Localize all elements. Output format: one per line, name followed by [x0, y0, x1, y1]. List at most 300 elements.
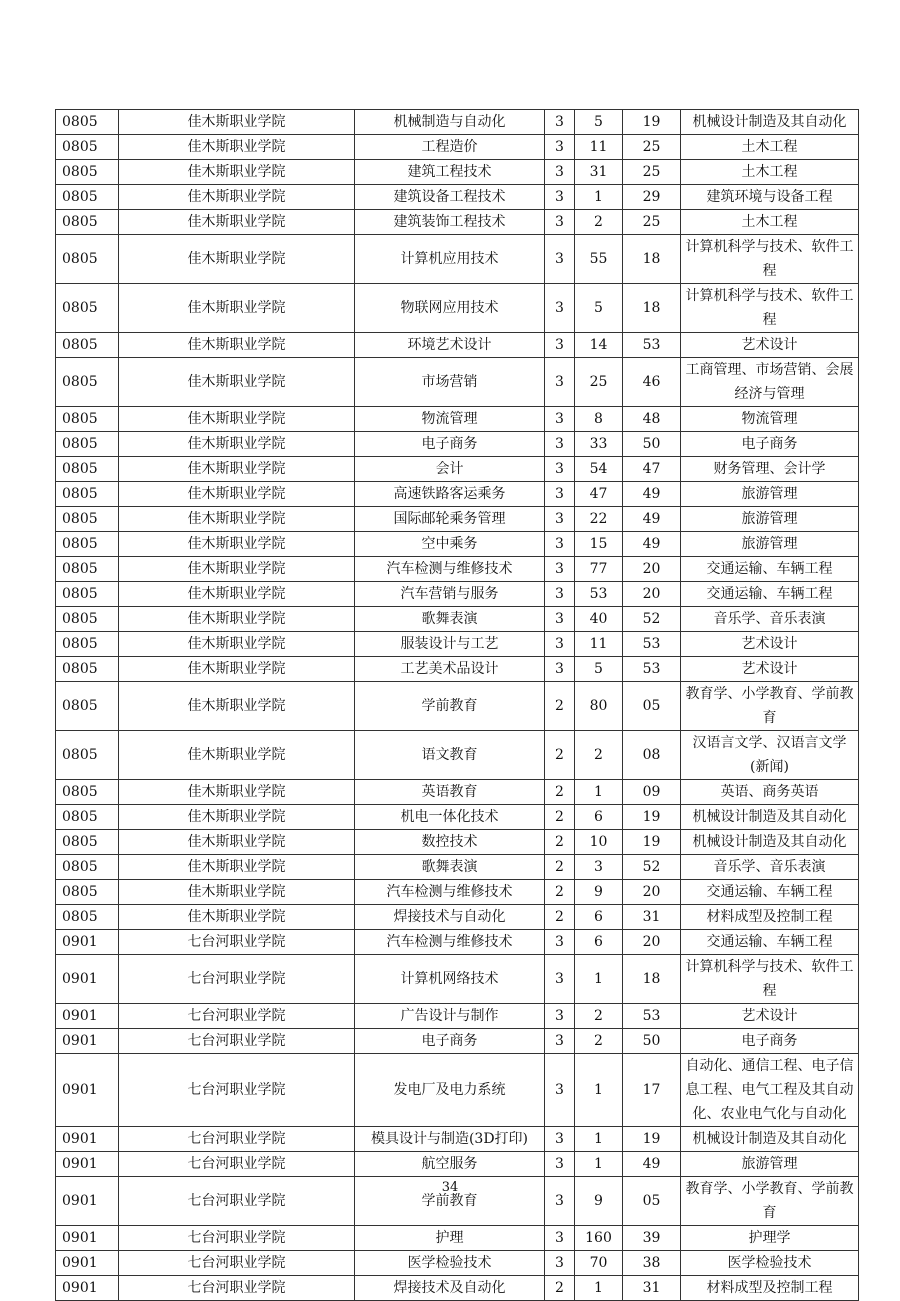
major-name-cell: 广告设计与制作 [355, 1004, 545, 1029]
category-code-cell: 08 [623, 731, 681, 780]
duration-cell: 3 [545, 657, 575, 682]
category-code-cell: 52 [623, 607, 681, 632]
duration-cell: 3 [545, 110, 575, 135]
target-major-cell: 艺术设计 [681, 333, 859, 358]
quota-cell: 5 [575, 284, 623, 333]
duration-cell: 3 [545, 284, 575, 333]
quota-cell: 2 [575, 210, 623, 235]
duration-cell: 3 [545, 135, 575, 160]
school-code-cell: 0805 [56, 805, 119, 830]
quota-cell: 2 [575, 731, 623, 780]
target-major-cell: 旅游管理 [681, 1152, 859, 1177]
table-row [56, 855, 859, 880]
duration-cell: 2 [545, 855, 575, 880]
school-code-cell: 0805 [56, 210, 119, 235]
school-code-cell: 0805 [56, 532, 119, 557]
table-row [56, 1226, 859, 1251]
quota-cell: 70 [575, 1251, 623, 1276]
major-name-cell: 电子商务 [355, 1029, 545, 1054]
quota-cell: 11 [575, 135, 623, 160]
table-row [56, 830, 859, 855]
major-name-cell: 学前教育 [355, 1177, 545, 1226]
target-major-cell: 土木工程 [681, 160, 859, 185]
major-name-cell: 语文教育 [355, 731, 545, 780]
category-code-cell: 53 [623, 333, 681, 358]
quota-cell: 77 [575, 557, 623, 582]
school-code-cell: 0901 [56, 1152, 119, 1177]
quota-cell: 25 [575, 358, 623, 407]
target-major-cell: 物流管理 [681, 407, 859, 432]
duration-cell: 3 [545, 507, 575, 532]
target-major-cell: 交通运输、车辆工程 [681, 880, 859, 905]
major-name-cell: 建筑设备工程技术 [355, 185, 545, 210]
duration-cell: 2 [545, 780, 575, 805]
table-row [56, 235, 859, 284]
school-code-cell: 0805 [56, 657, 119, 682]
quota-cell: 33 [575, 432, 623, 457]
school-name-cell: 佳木斯职业学院 [119, 160, 355, 185]
major-name-cell: 焊接技术与自动化 [355, 905, 545, 930]
duration-cell: 3 [545, 955, 575, 1004]
quota-cell: 2 [575, 1004, 623, 1029]
quota-cell: 3 [575, 855, 623, 880]
school-name-cell: 七台河职业学院 [119, 1054, 355, 1127]
target-major-cell: 材料成型及控制工程 [681, 1276, 859, 1301]
table-row [56, 930, 859, 955]
duration-cell: 3 [545, 160, 575, 185]
major-name-cell: 歌舞表演 [355, 855, 545, 880]
table-row [56, 1054, 859, 1127]
major-name-cell: 建筑工程技术 [355, 160, 545, 185]
school-code-cell: 0805 [56, 780, 119, 805]
table-row [56, 432, 859, 457]
duration-cell: 3 [545, 432, 575, 457]
major-name-cell: 机电一体化技术 [355, 805, 545, 830]
quota-cell: 1 [575, 1276, 623, 1301]
school-name-cell: 佳木斯职业学院 [119, 657, 355, 682]
major-name-cell: 市场营销 [355, 358, 545, 407]
table-row [56, 210, 859, 235]
category-code-cell: 19 [623, 110, 681, 135]
major-name-cell: 会计 [355, 457, 545, 482]
table-row [56, 557, 859, 582]
school-name-cell: 七台河职业学院 [119, 1152, 355, 1177]
duration-cell: 3 [545, 1004, 575, 1029]
school-name-cell: 七台河职业学院 [119, 1276, 355, 1301]
school-code-cell: 0805 [56, 582, 119, 607]
major-name-cell: 护理 [355, 1226, 545, 1251]
quota-cell: 8 [575, 407, 623, 432]
table-row [56, 1004, 859, 1029]
duration-cell: 3 [545, 930, 575, 955]
duration-cell: 3 [545, 1029, 575, 1054]
school-name-cell: 七台河职业学院 [119, 1177, 355, 1226]
school-name-cell: 佳木斯职业学院 [119, 607, 355, 632]
quota-cell: 9 [575, 880, 623, 905]
target-major-cell: 机械设计制造及其自动化 [681, 805, 859, 830]
school-code-cell: 0805 [56, 333, 119, 358]
duration-cell: 3 [545, 1251, 575, 1276]
quota-cell: 40 [575, 607, 623, 632]
quota-cell: 31 [575, 160, 623, 185]
school-code-cell: 0805 [56, 855, 119, 880]
major-name-cell: 学前教育 [355, 682, 545, 731]
major-name-cell: 计算机应用技术 [355, 235, 545, 284]
table-row [56, 657, 859, 682]
school-name-cell: 佳木斯职业学院 [119, 333, 355, 358]
duration-cell: 3 [545, 1054, 575, 1127]
major-name-cell: 工艺美术品设计 [355, 657, 545, 682]
target-major-cell: 机械设计制造及其自动化 [681, 1127, 859, 1152]
quota-cell: 1 [575, 185, 623, 210]
quota-cell: 2 [575, 1029, 623, 1054]
major-name-cell: 航空服务 [355, 1152, 545, 1177]
school-code-cell: 0805 [56, 731, 119, 780]
duration-cell: 2 [545, 830, 575, 855]
school-code-cell: 0805 [56, 482, 119, 507]
major-name-cell: 建筑装饰工程技术 [355, 210, 545, 235]
category-code-cell: 50 [623, 1029, 681, 1054]
school-name-cell: 佳木斯职业学院 [119, 582, 355, 607]
school-code-cell: 0805 [56, 682, 119, 731]
school-name-cell: 佳木斯职业学院 [119, 557, 355, 582]
table-row [56, 284, 859, 333]
target-major-cell: 电子商务 [681, 432, 859, 457]
school-name-cell: 七台河职业学院 [119, 1029, 355, 1054]
school-code-cell: 0805 [56, 632, 119, 657]
school-code-cell: 0901 [56, 1029, 119, 1054]
school-code-cell: 0805 [56, 284, 119, 333]
table-row [56, 805, 859, 830]
major-name-cell: 汽车检测与维修技术 [355, 930, 545, 955]
major-name-cell: 英语教育 [355, 780, 545, 805]
page-number: 34 [441, 1180, 459, 1195]
target-major-cell: 医学检验技术 [681, 1251, 859, 1276]
quota-cell: 47 [575, 482, 623, 507]
quota-cell: 1 [575, 1054, 623, 1127]
quota-cell: 80 [575, 682, 623, 731]
duration-cell: 3 [545, 557, 575, 582]
duration-cell: 3 [545, 210, 575, 235]
target-major-cell: 交通运输、车辆工程 [681, 557, 859, 582]
school-code-cell: 0901 [56, 1177, 119, 1226]
target-major-cell: 工商管理、市场营销、会展经济与管理 [681, 358, 859, 407]
table-row [56, 632, 859, 657]
duration-cell: 3 [545, 482, 575, 507]
table-row [56, 507, 859, 532]
school-name-cell: 佳木斯职业学院 [119, 358, 355, 407]
quota-cell: 1 [575, 1152, 623, 1177]
table-row [56, 880, 859, 905]
school-name-cell: 佳木斯职业学院 [119, 457, 355, 482]
major-name-cell: 汽车营销与服务 [355, 582, 545, 607]
duration-cell: 3 [545, 632, 575, 657]
target-major-cell: 交通运输、车辆工程 [681, 930, 859, 955]
target-major-cell: 艺术设计 [681, 632, 859, 657]
school-code-cell: 0805 [56, 507, 119, 532]
category-code-cell: 25 [623, 160, 681, 185]
table-row [56, 185, 859, 210]
school-name-cell: 七台河职业学院 [119, 1127, 355, 1152]
quota-cell: 9 [575, 1177, 623, 1226]
duration-cell: 2 [545, 682, 575, 731]
major-name-cell: 服装设计与工艺 [355, 632, 545, 657]
school-name-cell: 佳木斯职业学院 [119, 284, 355, 333]
target-major-cell: 材料成型及控制工程 [681, 905, 859, 930]
duration-cell: 2 [545, 805, 575, 830]
target-major-cell: 艺术设计 [681, 1004, 859, 1029]
school-name-cell: 佳木斯职业学院 [119, 432, 355, 457]
school-name-cell: 佳木斯职业学院 [119, 532, 355, 557]
category-code-cell: 49 [623, 507, 681, 532]
target-major-cell: 英语、商务英语 [681, 780, 859, 805]
quota-cell: 1 [575, 780, 623, 805]
school-code-cell: 0901 [56, 1127, 119, 1152]
quota-cell: 1 [575, 1127, 623, 1152]
quota-cell: 22 [575, 507, 623, 532]
school-code-cell: 0901 [56, 1276, 119, 1301]
category-code-cell: 50 [623, 432, 681, 457]
category-code-cell: 05 [623, 682, 681, 731]
major-name-cell: 汽车检测与维修技术 [355, 557, 545, 582]
school-name-cell: 七台河职业学院 [119, 1226, 355, 1251]
table-row [56, 457, 859, 482]
category-code-cell: 31 [623, 905, 681, 930]
school-code-cell: 0901 [56, 1226, 119, 1251]
quota-cell: 5 [575, 110, 623, 135]
school-name-cell: 佳木斯职业学院 [119, 682, 355, 731]
school-code-cell: 0805 [56, 358, 119, 407]
school-code-cell: 0805 [56, 557, 119, 582]
major-name-cell: 模具设计与制造(3D打印) [355, 1127, 545, 1152]
category-code-cell: 25 [623, 210, 681, 235]
duration-cell: 3 [545, 407, 575, 432]
target-major-cell: 计算机科学与技术、软件工程 [681, 235, 859, 284]
target-major-cell: 音乐学、音乐表演 [681, 607, 859, 632]
table-row [56, 582, 859, 607]
quota-cell: 5 [575, 657, 623, 682]
table-row [56, 407, 859, 432]
major-name-cell: 工程造价 [355, 135, 545, 160]
target-major-cell: 旅游管理 [681, 532, 859, 557]
school-code-cell: 0901 [56, 930, 119, 955]
duration-cell: 3 [545, 532, 575, 557]
target-major-cell: 护理学 [681, 1226, 859, 1251]
category-code-cell: 39 [623, 1226, 681, 1251]
category-code-cell: 19 [623, 1127, 681, 1152]
school-code-cell: 0901 [56, 1251, 119, 1276]
quota-cell: 14 [575, 333, 623, 358]
school-name-cell: 七台河职业学院 [119, 1004, 355, 1029]
quota-cell: 160 [575, 1226, 623, 1251]
category-code-cell: 18 [623, 955, 681, 1004]
duration-cell: 2 [545, 905, 575, 930]
quota-cell: 54 [575, 457, 623, 482]
major-name-cell: 环境艺术设计 [355, 333, 545, 358]
category-code-cell: 53 [623, 1004, 681, 1029]
table-row [56, 1029, 859, 1054]
quota-cell: 53 [575, 582, 623, 607]
school-name-cell: 佳木斯职业学院 [119, 855, 355, 880]
category-code-cell: 20 [623, 880, 681, 905]
duration-cell: 3 [545, 607, 575, 632]
target-major-cell: 土木工程 [681, 210, 859, 235]
duration-cell: 3 [545, 1127, 575, 1152]
school-code-cell: 0805 [56, 135, 119, 160]
school-code-cell: 0805 [56, 880, 119, 905]
major-name-cell: 发电厂及电力系统 [355, 1054, 545, 1127]
target-major-cell: 汉语言文学、汉语言文学(新闻) [681, 731, 859, 780]
table-row [56, 607, 859, 632]
target-major-cell: 计算机科学与技术、软件工程 [681, 284, 859, 333]
quota-cell: 1 [575, 955, 623, 1004]
school-name-cell: 佳木斯职业学院 [119, 210, 355, 235]
major-name-cell: 计算机网络技术 [355, 955, 545, 1004]
school-code-cell: 0805 [56, 160, 119, 185]
duration-cell: 3 [545, 1177, 575, 1226]
major-name-cell: 国际邮轮乘务管理 [355, 507, 545, 532]
target-major-cell: 机械设计制造及其自动化 [681, 110, 859, 135]
quota-cell: 6 [575, 905, 623, 930]
target-major-cell: 建筑环境与设备工程 [681, 185, 859, 210]
school-name-cell: 佳木斯职业学院 [119, 880, 355, 905]
quota-cell: 6 [575, 805, 623, 830]
category-code-cell: 49 [623, 532, 681, 557]
major-name-cell: 物流管理 [355, 407, 545, 432]
category-code-cell: 19 [623, 830, 681, 855]
duration-cell: 2 [545, 880, 575, 905]
school-code-cell: 0805 [56, 110, 119, 135]
school-name-cell: 佳木斯职业学院 [119, 407, 355, 432]
major-name-cell: 歌舞表演 [355, 607, 545, 632]
duration-cell: 3 [545, 1152, 575, 1177]
target-major-cell: 旅游管理 [681, 507, 859, 532]
major-name-cell: 数控技术 [355, 830, 545, 855]
admissions-table [55, 109, 859, 1301]
school-name-cell: 佳木斯职业学院 [119, 805, 355, 830]
target-major-cell: 教育学、小学教育、学前教育 [681, 682, 859, 731]
target-major-cell: 艺术设计 [681, 657, 859, 682]
school-name-cell: 七台河职业学院 [119, 955, 355, 1004]
major-name-cell: 电子商务 [355, 432, 545, 457]
category-code-cell: 25 [623, 135, 681, 160]
quota-cell: 15 [575, 532, 623, 557]
table-row [56, 1251, 859, 1276]
category-code-cell: 53 [623, 632, 681, 657]
target-major-cell: 音乐学、音乐表演 [681, 855, 859, 880]
target-major-cell: 机械设计制造及其自动化 [681, 830, 859, 855]
table-row [56, 955, 859, 1004]
target-major-cell: 自动化、通信工程、电子信息工程、电气工程及其自动化、农业电气化与自动化 [681, 1054, 859, 1127]
school-code-cell: 0805 [56, 432, 119, 457]
target-major-cell: 电子商务 [681, 1029, 859, 1054]
table-row [56, 1127, 859, 1152]
school-name-cell: 佳木斯职业学院 [119, 780, 355, 805]
school-name-cell: 佳木斯职业学院 [119, 731, 355, 780]
school-code-cell: 0805 [56, 607, 119, 632]
table-row [56, 532, 859, 557]
duration-cell: 3 [545, 457, 575, 482]
category-code-cell: 18 [623, 284, 681, 333]
table-row [56, 780, 859, 805]
school-name-cell: 佳木斯职业学院 [119, 507, 355, 532]
table-row [56, 682, 859, 731]
duration-cell: 3 [545, 235, 575, 284]
table-row [56, 358, 859, 407]
duration-cell: 2 [545, 1276, 575, 1301]
target-major-cell: 财务管理、会计学 [681, 457, 859, 482]
duration-cell: 3 [545, 358, 575, 407]
school-name-cell: 佳木斯职业学院 [119, 905, 355, 930]
school-name-cell: 七台河职业学院 [119, 930, 355, 955]
category-code-cell: 53 [623, 657, 681, 682]
category-code-cell: 52 [623, 855, 681, 880]
duration-cell: 3 [545, 333, 575, 358]
quota-cell: 55 [575, 235, 623, 284]
duration-cell: 3 [545, 185, 575, 210]
table-row [56, 110, 859, 135]
table-row [56, 482, 859, 507]
category-code-cell: 19 [623, 805, 681, 830]
school-name-cell: 佳木斯职业学院 [119, 632, 355, 657]
category-code-cell: 31 [623, 1276, 681, 1301]
category-code-cell: 17 [623, 1054, 681, 1127]
table-row [56, 731, 859, 780]
school-code-cell: 0805 [56, 905, 119, 930]
quota-cell: 10 [575, 830, 623, 855]
school-name-cell: 佳木斯职业学院 [119, 235, 355, 284]
school-name-cell: 七台河职业学院 [119, 1251, 355, 1276]
target-major-cell: 教育学、小学教育、学前教育 [681, 1177, 859, 1226]
table-row [56, 160, 859, 185]
category-code-cell: 29 [623, 185, 681, 210]
category-code-cell: 49 [623, 1152, 681, 1177]
category-code-cell: 38 [623, 1251, 681, 1276]
school-code-cell: 0901 [56, 1004, 119, 1029]
major-name-cell: 物联网应用技术 [355, 284, 545, 333]
category-code-cell: 48 [623, 407, 681, 432]
school-code-cell: 0901 [56, 1054, 119, 1127]
category-code-cell: 09 [623, 780, 681, 805]
school-name-cell: 佳木斯职业学院 [119, 110, 355, 135]
duration-cell: 3 [545, 582, 575, 607]
target-major-cell: 计算机科学与技术、软件工程 [681, 955, 859, 1004]
school-code-cell: 0805 [56, 830, 119, 855]
category-code-cell: 05 [623, 1177, 681, 1226]
school-name-cell: 佳木斯职业学院 [119, 185, 355, 210]
category-code-cell: 20 [623, 582, 681, 607]
target-major-cell: 交通运输、车辆工程 [681, 582, 859, 607]
category-code-cell: 49 [623, 482, 681, 507]
major-name-cell: 机械制造与自动化 [355, 110, 545, 135]
school-code-cell: 0901 [56, 955, 119, 1004]
table-row [56, 1152, 859, 1177]
duration-cell: 3 [545, 1226, 575, 1251]
quota-cell: 11 [575, 632, 623, 657]
major-name-cell: 医学检验技术 [355, 1251, 545, 1276]
table-row [56, 905, 859, 930]
major-name-cell: 空中乘务 [355, 532, 545, 557]
table-row [56, 135, 859, 160]
duration-cell: 2 [545, 731, 575, 780]
school-code-cell: 0805 [56, 235, 119, 284]
table-row [56, 1276, 859, 1301]
school-code-cell: 0805 [56, 185, 119, 210]
school-name-cell: 佳木斯职业学院 [119, 482, 355, 507]
school-code-cell: 0805 [56, 457, 119, 482]
category-code-cell: 46 [623, 358, 681, 407]
table-row [56, 333, 859, 358]
